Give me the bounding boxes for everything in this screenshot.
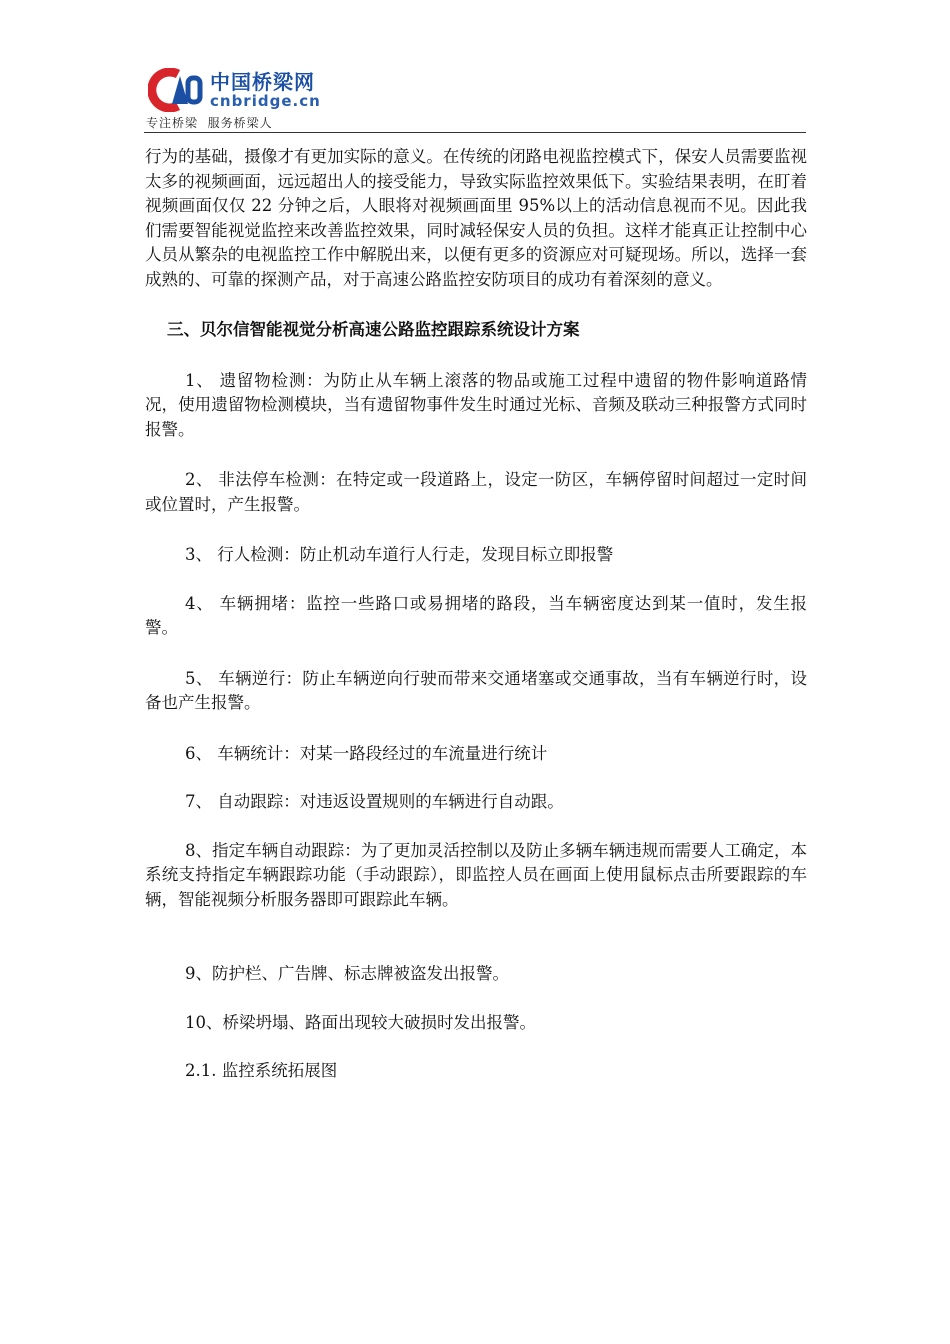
list-item: 4、 车辆拥堵：监控一些路口或易拥堵的路段，当车辆密度达到某一值时，发生报警。 — [145, 593, 807, 637]
list-item: 5、 车辆逆行：防止车辆逆向行驶而带来交通堵塞或交通事故，当有车辆逆行时，设备也产生报警。 — [145, 668, 807, 712]
list-item: 8、指定车辆自动跟踪：为了更加灵活控制以及防止多辆车辆违规而需要人工确定，本系统支持指定车辆跟踪功能（手动跟踪），即监控人员在画面上使用鼠标点击所要跟踪的车辆，智能视频分析服务器即可跟踪此车辆。 — [145, 840, 807, 909]
list-item: 7、 自动跟踪：对违返设置规则的车辆进行自动跟。 — [185, 792, 564, 811]
list-item: 6、 车辆统计：对某一路段经过的车流量进行统计 — [185, 743, 548, 763]
subheading: 2.1. 监控系统拓展图 — [185, 1061, 338, 1080]
document-body — [145, 145, 807, 1084]
list-item: 10、桥梁坍塌、路面出现较大破损时发出报警。 — [185, 1012, 536, 1032]
logo-slogan: 专注桥梁 服务桥梁人 — [146, 116, 273, 130]
intro-paragraph: 行为的基础，摄像才有更加实际的意义。在传统的闭路电视监控模式下，保安人员需要监视太多的视频画面，远远超出人的接受能力，导致实际监控效果低下。实验结果表明，在盯着视频画面仅仅 22 分钟之后，人眼将对视频画面里 95%以上的活动信息视而不见。因此我们需要智能视觉监控来改善监控效果，同时减轻保安人员的负担。这样才能真正让控制中心人员从繁杂的电视监控工作中解脱出来，以便有更多的资源应对可疑现场。所以，选择一套成熟的、可靠的探测产品，对于高速公路监控安防项目的成功有着深刻的意义。 — [145, 147, 807, 289]
cnbridge-logo-icon — [148, 68, 206, 112]
list-item: 9、防护栏、广告牌、标志牌被盗发出报警。 — [185, 964, 509, 983]
list-item: 3、 行人检测：防止机动车道行人行走，发现目标立即报警 — [185, 545, 614, 564]
list-item: 1、 遗留物检测：为防止从车辆上滚落的物品或施工过程中遗留的物件影响道路情况，使用遗留物检测模块，当有遗留物事件发生时通过光标、音频及联动三种报警方式同时报警。 — [145, 370, 807, 439]
section-heading: 三、贝尔信智能视觉分析高速公路监控跟踪系统设计方案 — [167, 320, 580, 339]
logo-domain: cnbridge.cn — [210, 92, 321, 110]
logo-chinese-name: 中国桥梁网 — [210, 70, 315, 94]
header-divider — [144, 132, 806, 133]
page-header — [144, 62, 806, 134]
list-item: 2、 非法停车检测：在特定或一段道路上，设定一防区，车辆停留时间超过一定时间或位置时，产生报警。 — [145, 470, 807, 514]
